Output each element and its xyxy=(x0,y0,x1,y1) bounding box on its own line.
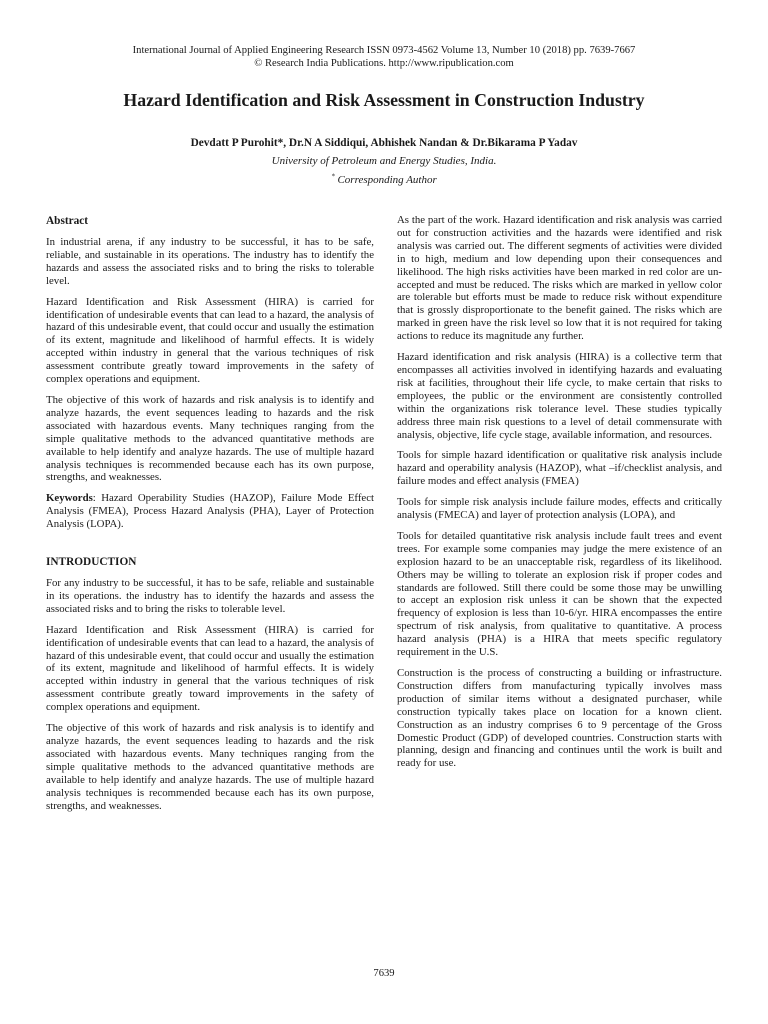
page-number: 7639 xyxy=(373,968,395,979)
abstract-heading: Abstract xyxy=(46,215,89,227)
author-list: Devdatt P Purohit*, Dr.N A Siddiqui, Abhishek Nandan & Dr.Bikarama P Yadav xyxy=(190,137,578,149)
keywords-text: : Hazard Operability Studies (HAZOP), Failure Mode Effect Analysis (FMEA), Process Hazard Analysis (PHA), Layer of Protection Analysis (LOPA). xyxy=(46,492,374,531)
corresponding-author-note xyxy=(40,173,728,187)
introduction-paragraph-3: The objective of this work of hazards and risk analysis is to identify and analyze hazards, the event sequences leading to hazards and the risk associated with hazardous events. Many techniques ranging from the simple qualitative methods to the advanced quantitative methods are available to help identify and analyze hazards. The use of multiple hazard analysis techniques is recommended because each has its own purpose, strengths, and weaknesses. xyxy=(46,722,374,812)
corresponding-author-text: Corresponding Author xyxy=(334,174,437,186)
corresponding-mark: * xyxy=(331,172,335,181)
body-paragraph-1: As the part of the work. Hazard identification and risk analysis was carried out for construction activities and the hazards were identified and risk analysis was carried out. The different segments of activities were divided in to high, medium and low depending upon their consequences and likelihood. The high risks activities have been marked in red color are un-accepted and must be reduced. The risks which are marked in yellow color are tolerable but efforts must be made to reduce risk without expenditure that is grossly disproportionate to the benefit gained. The risks which are marked in green have the risk level so low that it is not required for taking actions to reduce its magnitude any further. xyxy=(397,214,722,343)
introduction-paragraph-2: Hazard Identification and Risk Assessment (HIRA) is carried for identification of undesirable events that can lead to a hazard, the analysis of hazard of this undesirable event, that could occur and usually the estimation of its extent, magnitude and likelihood of harmful effects. It is widely accepted within industry in general that the various techniques of risk assessment contribute greatly toward improvements in the safety of complex operations and equipment. xyxy=(46,623,375,714)
right-column xyxy=(397,214,722,778)
paper-title: Hazard Identification and Risk Assessment in Construction Industry xyxy=(123,90,645,110)
body-paragraph-6: Construction is the process of constructing a building or infrastructure. Construction differs from manufacturing typically involves mass production of similar items without a designated purchaser, while construction typically takes place on location for a known client. Construction as an industry comprises 6 to 9 percentage of the Gross Domestic Product (GDP) of developed countries. Construction starts with planning, design and financing and continues until the work is built and ready for use. xyxy=(397,667,722,770)
introduction-heading: INTRODUCTION xyxy=(46,556,137,569)
body-paragraph-5: Tools for detailed quantitative risk analysis include fault trees and event trees. For example some companies may judge the mere existence of an explosion hazard to be an unacceptable risk, regardless of its likelihood. Others may be willing to tolerate an explosion risk if proper codes and standards are followed. Still there could be some those may be unwilling to accept an explosion risk unless it can be shown that the expected frequency of explosion is less than 10-6/yr. HIRA encompasses the entire spectrum of risk analysis, from qualitative to quantitative. A process hazard analysis (PHA) is a HIRA that meets specific regulatory requirement in the U.S. xyxy=(397,529,722,659)
publisher-header-line: © Research India Publications. http://www.ripublication.com xyxy=(254,58,514,69)
abstract-paragraph-1: In industrial arena, if any industry to be successful, it has to be safe, reliable, and sustainable in its operations. The industry has to identify the hazards and assess the associated risks and to bring the risks to tolerable level. xyxy=(46,236,374,287)
body-paragraph-4: Tools for simple risk analysis include failure modes, effects and critically analysis (FMECA) and layer of protection analysis (LOPA), and xyxy=(397,496,722,522)
journal-header-line: International Journal of Applied Engineering Research ISSN 0973-4562 Volume 13, Number 10 (2018) pp. 7639-7667 xyxy=(132,45,636,56)
body-paragraph-3: Tools for simple hazard identification or qualitative risk analysis include hazard and operability analysis (HAZOP), what –if/checklist analysis, and failure modes and effect analysis (FMEA) xyxy=(397,449,722,488)
keywords-label: Keywords xyxy=(46,492,93,505)
abstract-paragraph-2: Hazard Identification and Risk Assessment (HIRA) is carried for identification of undesirable events that can lead to a hazard, the analysis of hazard of this undesirable event, that could occur and usually the estimation of its extent, magnitude and likelihood of harmful effects. It is widely accepted within industry in general that the various techniques of risk assessment contribute greatly toward improvements in the safety of complex operations and equipment. xyxy=(46,295,375,386)
affiliation: University of Petroleum and Energy Studies, India. xyxy=(271,155,497,167)
abstract-paragraph-3: The objective of this work of hazards and risk analysis is to identify and analyze hazards, the event sequences leading to hazards and the risk associated with hazardous events. Many techniques ranging from the simple qualitative methods to the advanced quantitative methods are available to help identify and analyze hazards. The use of multiple hazard analysis techniques is recommended because each has its own purpose, strengths, and weaknesses. xyxy=(46,393,374,484)
body-paragraph-2: Hazard identification and risk analysis (HIRA) is a collective term that encompasses all activities involved in identifying hazards and evaluating risk at facilities, throughout their life cycle, to make certain that risks to employees, the public or the environment are consistently controlled within the organizations risk tolerance level. These studies typically address three main risk questions to a level of detail commensurate with analysis, objective, life cycle stage, available information, and resources. xyxy=(397,351,722,441)
introduction-paragraph-1: For any industry to be successful, it has to be safe, reliable and sustainable in its operations. the industry has to identify the hazards and assess the associated risks and to bring the risks to tolerable level. xyxy=(46,577,374,615)
keywords-paragraph xyxy=(46,492,374,531)
left-column xyxy=(46,214,374,820)
